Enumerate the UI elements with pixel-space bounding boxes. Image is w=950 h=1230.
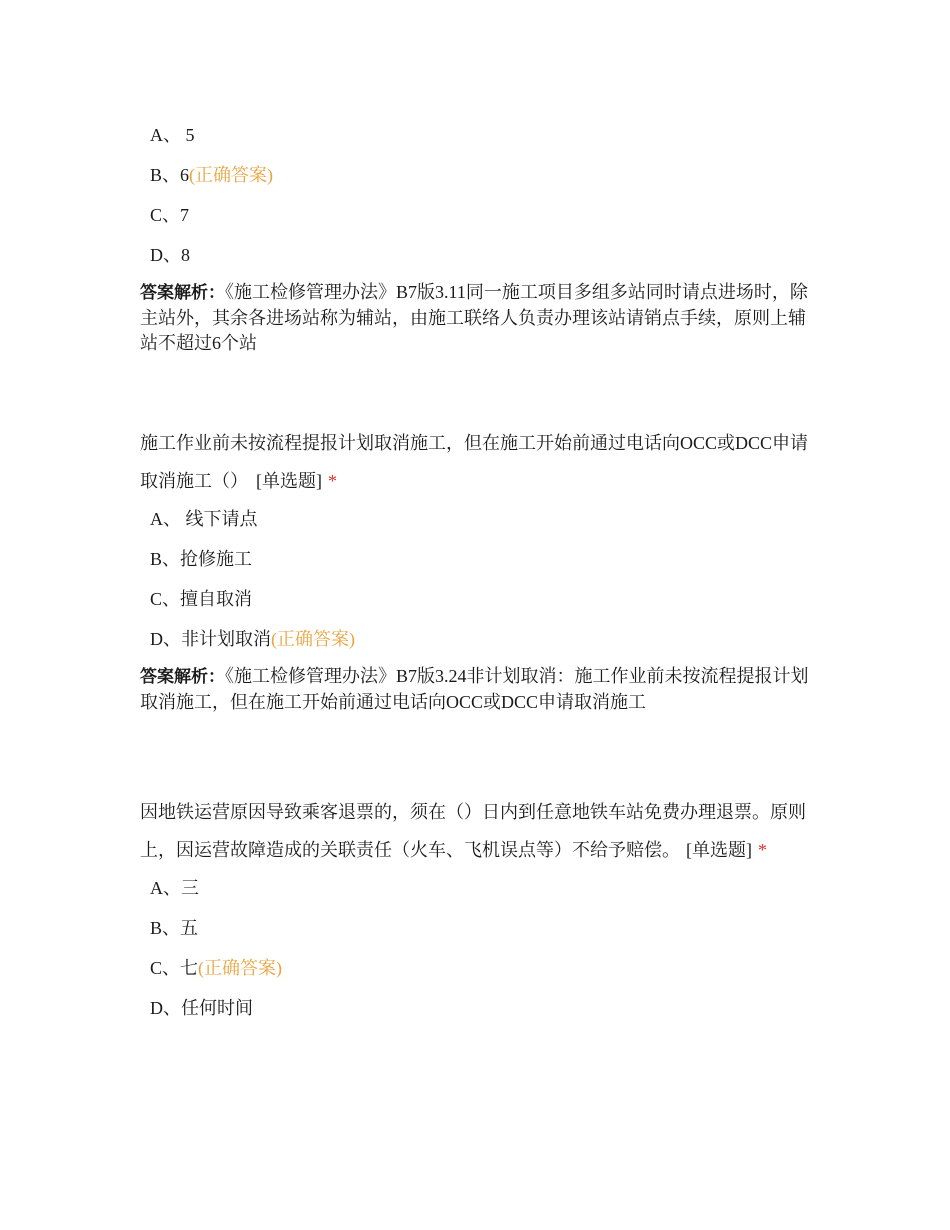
required-mark: * — [758, 840, 767, 860]
option-b[interactable]: B、抢修施工 — [150, 549, 253, 569]
analysis-label: 答案解析： — [140, 283, 225, 303]
question-type-tag: [单选题] — [686, 840, 752, 860]
option-a[interactable]: A、 5 — [150, 125, 195, 145]
correct-answer-marker: (正确答案) — [198, 958, 283, 978]
analysis-text: 《施工检修管理办法》B7版3.24非计划取消：施工作业前未按流程提报计划取消施工，但在施工开始前通过电话向OCC或DCC申请取消施工 — [140, 666, 809, 712]
question-stem: 因地铁运营原因导致乘客退票的，须在（）日内到任意地铁车站免费办理退票。原则上，因运营故障造成的关联责任（火车、飞机误点等）不给予赔偿。 [单选题] * — [140, 802, 806, 860]
analysis-text: 《施工检修管理办法》B7版3.11同一施工项目多组多站同时请点进场时，除主站外，其余各进场站称为辅站，由施工联络人负责办理该站请销点手续，原则上辅站不超过6个站 — [140, 282, 808, 353]
answer-analysis — [140, 280, 810, 356]
correct-answer-marker: (正确答案) — [271, 629, 355, 649]
option-d[interactable]: D、8 — [150, 245, 190, 265]
question-type-tag: [单选题] — [256, 471, 322, 491]
option-c[interactable]: C、7 — [150, 205, 190, 225]
analysis-label: 答案解析： — [140, 667, 225, 687]
option-a[interactable]: A、三 — [150, 878, 199, 898]
option-d[interactable]: D、非计划取消(正确答案) — [150, 629, 355, 649]
question-1 — [140, 124, 810, 356]
option-b[interactable]: B、五 — [150, 918, 199, 938]
option-c[interactable]: C、擅自取消 — [150, 589, 253, 609]
option-d[interactable]: D、任何时间 — [150, 998, 253, 1018]
required-mark: * — [328, 471, 337, 491]
question-stem: 施工作业前未按流程提报计划取消施工，但在施工开始前通过电话向OCC或DCC申请取消施工（） [单选题] * — [140, 433, 809, 491]
option-a[interactable]: A、 线下请点 — [150, 509, 258, 529]
question-2 — [140, 424, 810, 715]
option-b[interactable]: B、6(正确答案) — [150, 165, 274, 185]
correct-answer-marker: (正确答案) — [189, 165, 274, 185]
question-3 — [140, 793, 810, 1037]
answer-analysis — [140, 664, 810, 715]
option-c[interactable]: C、七(正确答案) — [150, 958, 283, 978]
